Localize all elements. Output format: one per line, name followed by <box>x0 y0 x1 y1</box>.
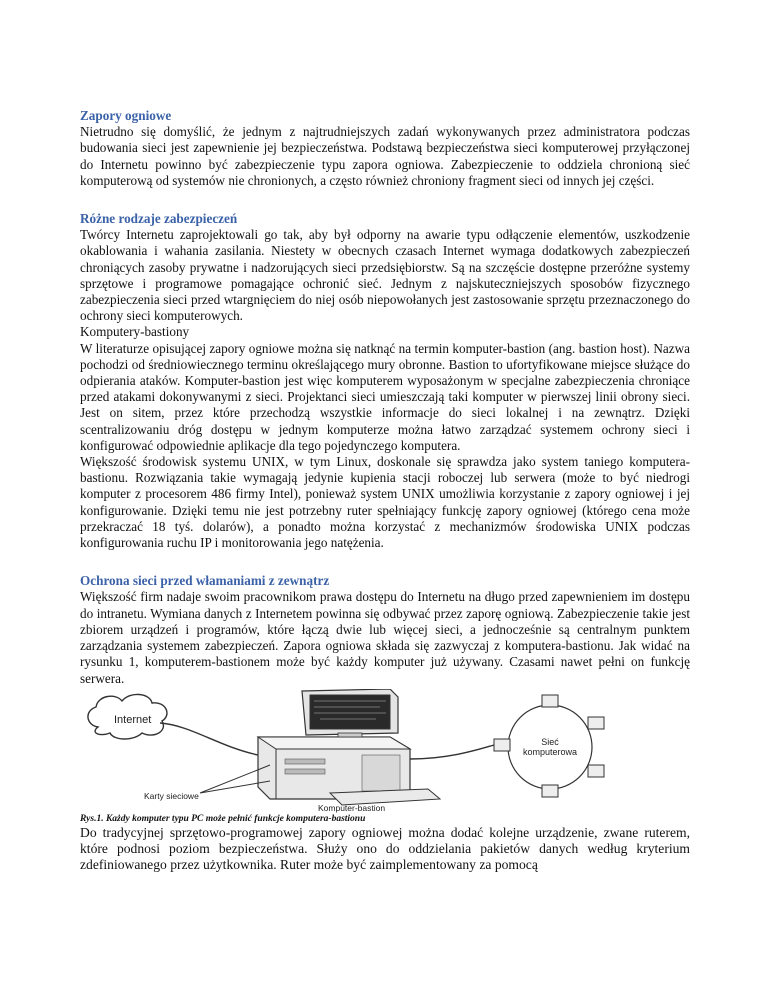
subheading-text: Komputery-bastiony <box>80 324 190 340</box>
figure-network-diagram <box>80 689 690 813</box>
paragraph: Do tradycyjnej sprzętowo-programowej zapory ogniowej można dodać kolejne urządzenie, zwane ruterem, które podnosi poziom bezpieczeństwa. Służy ono do oddzielania pakietów danych według kryterium zdefiniowanego przez użytkownika. Ruter może być zaimplementowany za pomocą <box>80 824 690 873</box>
section-heading: Ochrona sieci przed włamaniami z zewnątrz <box>80 573 330 589</box>
lan-cable <box>410 745 494 759</box>
network-label-line1: Sieć <box>541 736 559 747</box>
internet-cable <box>160 723 258 755</box>
section-rodzaje <box>80 211 690 551</box>
section-heading: Różne rodzaje zabezpieczeń <box>80 211 238 227</box>
paragraph: Twórcy Internetu zaprojektowali go tak, aby był odporny na awarie typu odłączenie elementów, uszkodzenie okablowania i wahania zasilania. Niestety w obecnych czasach Internet wymaga dodatkowych zabezpieczeń chroniących zasoby prywatne i nadzorujących sieci przedsiębiorstw. Są na szczęście dostępne przeróżne systemy sprzętowe i programowe pomagające ochronić sieć. Jednym z najskuteczniejszych sposobów fizycznego zabezpieczenia sieci przed wtargnięciem do niej osób niepowołanych jest zastosowanie sprzętu przeznaczonego do ochrony sieci komputerowych. <box>80 227 690 324</box>
paragraph: W literaturze opisującej zapory ogniowe można się natknąć na termin komputer-bastion (ang. bastion host). Nazwa pochodzi od średniowiecznego terminu określającego mury obronne. Bastion to ufortyfikowane miejsce służące do odpierania ataków. Komputer-bastion jest więc komputerem wyposażonym w specjalne zabezpieczenia chroniące przed atakami dokonywanymi z sieci. Projektanci sieci umieszczają taki komputer w pierwszej linii obrony sieci. Jest on sitem, przez które przechodzą wszystkie informacje do sieci lokalnej i na zewnątrz. Dzięki scentralizowaniu dróg dostępu w jednym komputerze można łatwo zarządzać systemem ochrony sieci i konfigurować odpowiednie aplikacje dla tego pojedynczego komputera. <box>80 340 690 453</box>
internet-label: Internet <box>114 713 152 726</box>
bastion-label: Komputer-bastion <box>318 802 386 813</box>
section-heading: Zapory ogniowe <box>80 108 172 123</box>
network-label-line2: komputerowa <box>522 746 578 757</box>
network-diagram-image <box>80 689 690 813</box>
section-ochrona <box>80 573 690 686</box>
figure-caption: Rys.1. Każdy komputer typu PC może pełnić funkcje komputera-bastionu <box>80 813 366 824</box>
paragraph: Nietrudno się domyślić, że jednym z najtrudniejszych zadań wykonywanych przez administratora podczas budowania sieci jest zapewnienie jej bezpieczeństwa. Podstawą bezpieczeństwa sieci komputerowej przyłączonej do Internetu powinno być zabezpieczenie typu zapora ogniowa. Zabezpieczenie to oddziela chronioną sieć komputerową od systemów nie chronionych, a często również chroniony fragment sieci od innych jej części. <box>80 124 690 188</box>
monitor-icon <box>302 689 398 737</box>
network-cards-label: Karty sieciowe <box>144 790 199 801</box>
section-zapory <box>80 108 690 189</box>
paragraph: Większość środowisk systemu UNIX, w tym Linux, doskonale się sprawdza jako system taniego komputera-bastionu. Rozwiązania takie wymagają jedynie kupienia stacji roboczej lub serwera (może to być niedrogi komputer z procesorem 486 firmy Intel), ponieważ system UNIX umożliwia korzystanie z zapory ogniowej i jej konfigurowanie. Dzięki temu nie jest potrzebny ruter spełniający funkcję zapory ogniowej (którego cena może przekraczać 18 tyś. dolarów), a ponadto można korzystać z mechanizmów środowiska UNIX podczas konfigurowania ruchu IP i monitorowania jego natężenia. <box>80 454 690 551</box>
bastion-computer-icon <box>258 737 410 799</box>
document-page <box>80 108 690 873</box>
paragraph: Większość firm nadaje swoim pracownikom prawa dostępu do Internetu na długo przed zapewnieniem im dostępu do intranetu. Wymiana danych z Internetem powinna się odbywać przez zaporę ogniową. Zabezpieczenie takie jest zbiorem urządzeń i programów, które łączą dwie lub więcej sieci, a jednocześnie są centralnym punktem zarządzania systemem zabezpieczeń. Zapora ogniowa składa się zazwyczaj z komputera-bastionu. Jak widać na rysunku 1, komputerem-bastionem może być każdy komputer już używany. Czasami nawet pełni on funkcję serwera. <box>80 589 690 686</box>
